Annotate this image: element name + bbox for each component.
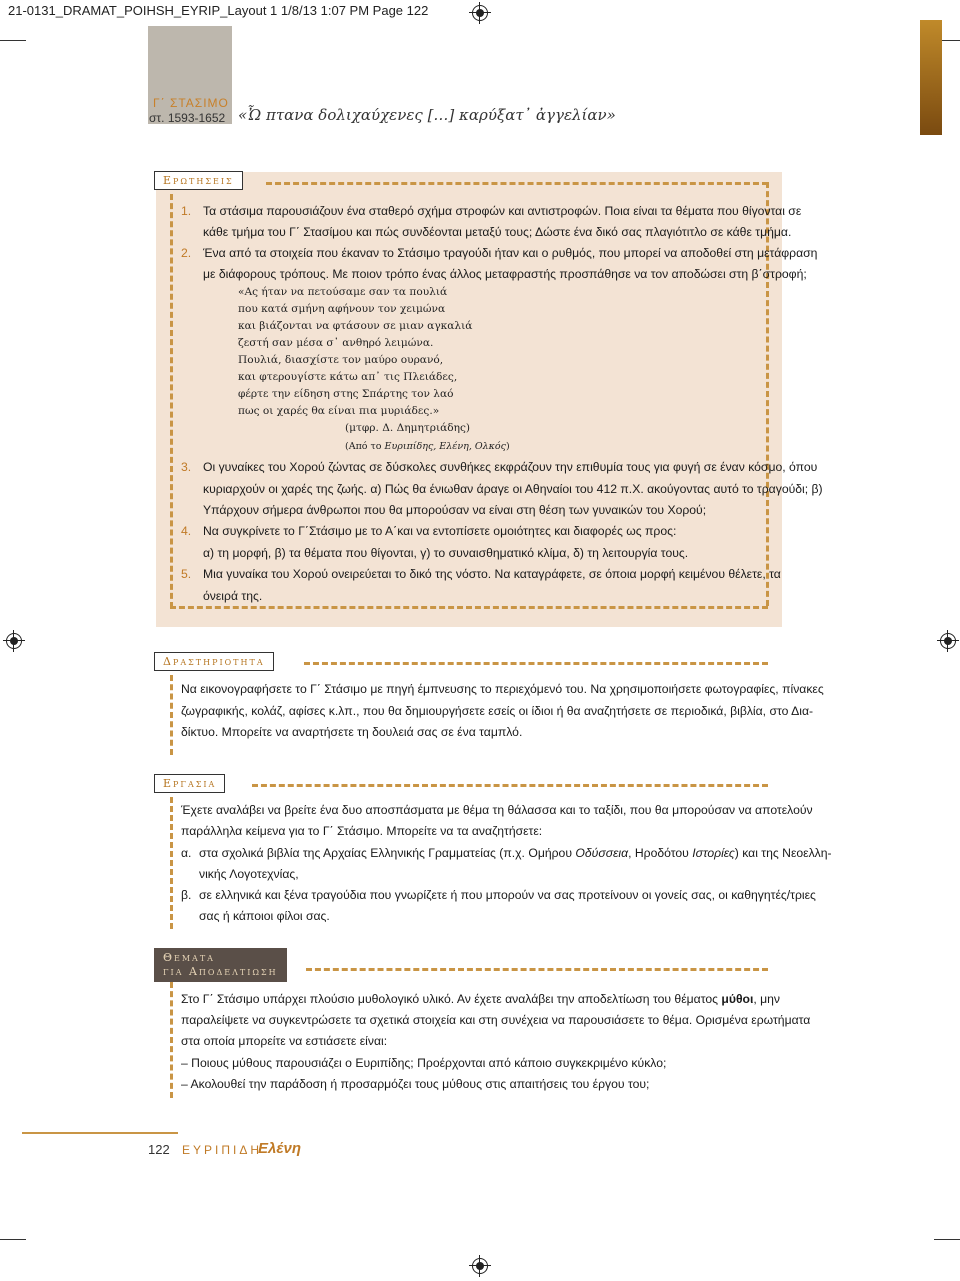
question-text: Τα στάσιμα παρουσιάζουν ένα σταθερό σχήμα στροφών και αντιστροφών. Ποια είναι τα θέματα που θίγονται σε [203, 204, 802, 218]
dashed-border [170, 797, 173, 929]
question-text: Μια γυναίκα του Χορού ονειρεύεται το δικό της νόστο. Να καταγράφετε, σε όποια μορφή κειμένου θέλετε, τα [203, 567, 781, 581]
question-number: 4. [181, 524, 192, 538]
poem-line: ζεστή σαν μέσα σ᾽ ανθηρό λειμώνα. [238, 337, 434, 349]
question-text: Ένα από τα στοιχεία που έκαναν το Στάσιμο τραγούδι ήταν και ο ρυθμός, που μπορεί να αποδοθεί στη μετάφραση [203, 246, 818, 260]
crop-mark [0, 40, 26, 41]
topics-text: παραλείψετε να συγκεντρώσετε τα σχετικά στοιχεία και στη συνέχεια να παρουσιάσετε το θέμα. Ορισμένα ερωτήματα [181, 1013, 811, 1027]
question-text: Υπάρχουν σήμερα άνθρωποι που θα μπορούσαν να είναι στη θέση των γυναικών του Χορού; [203, 503, 707, 517]
topics-text: στα οποία μπορείτε να εστιάσετε είναι: [181, 1034, 388, 1048]
registration-mark-icon [6, 633, 22, 649]
topics-text: Στο Γ΄ Στάσιμο υπάρχει πλούσιο μυθολογικό υλικό. Αν έχετε αναλάβει την αποδελτίωση του θέματος μύθοι, μην [181, 992, 781, 1006]
section-lines: στ. 1593-1652 [149, 111, 226, 125]
activity-text: Να εικονογραφήσετε το Γ΄ Στάσιμο με πηγή έμπνευσης το περιεχόμενό του. Να χρησιμοποιήσετε φωτογραφίες, πίνακες [181, 682, 824, 696]
work-item-marker: α. [181, 846, 192, 860]
question-text: κάθε τμήμα του Γ΄ Στασίμου και πώς συνδέονται μεταξύ τους; Δώστε ένα δικό σας πλαγιότιτλο σε κάθε τμήμα. [203, 225, 792, 239]
work-label: Εργασια [154, 774, 225, 793]
work-item-b: σε ελληνικά και ξένα τραγούδια που γνωρίζετε ή που μπορούν να σας προτείνουν οι γονείς σας, οι καθηγητές/τριες [199, 888, 816, 902]
poem-line: και βιάζονται να φτάσουν σε μιαν αγκαλιά [238, 320, 473, 332]
work-text: παράλληλα κείμενα για το Γ΄ Στάσιμο. Μπορείτε να τα αναζητήσετε: [181, 824, 543, 838]
topics-bullet: – Ακολουθεί την παράδοση ή προσαρμόζει τους μύθους στις απαιτήσεις του έργου του; [181, 1077, 650, 1091]
work-item-a-cont: νικής Λογοτεχνίας, [199, 867, 299, 881]
footer-author: ΕΥΡΙΠΙΔΗ [182, 1143, 263, 1157]
poem-line: «Ας ήταν να πετούσαμε σαν τα πουλιά [238, 286, 448, 298]
activity-text: ζωγραφικής, κολάζ, αφίσες κ.λπ., που θα δημιουργήσετε εσείς οι ίδιοι ή θα αναζητήσετε σε περιοδικά, βιβλία, στο Δια- [181, 704, 814, 718]
registration-mark-icon [472, 1258, 488, 1274]
question-text: Να συγκρίνετε το Γ΄Στάσιμο με το Α΄και να εντοπίσετε ομοιότητες και διαφορές ως προς: [203, 524, 677, 538]
work-item-b-cont: σας ή κάποιοι φίλοι σας. [199, 909, 330, 923]
topics-bullet: – Ποιους μύθους παρουσιάζει ο Ευριπίδης; Προέρχονται από κάποιο συγκεκριμένο κύκλο; [181, 1056, 667, 1070]
work-item-marker: β. [181, 888, 192, 902]
poem-credit: (μτφρ. Δ. Δημητριάδης) [345, 422, 471, 434]
question-text: Οι γυναίκες του Χορού ζώντας σε δύσκολες συνθήκες εκφράζουν την επιθυμία τους για φυγή σε έναν κόσμο, όπου [203, 460, 818, 474]
activity-text: δίκτυο. Μπορείτε να αναρτήσετε τη δουλειά σας σε ένα ταμπλό. [181, 725, 523, 739]
poem-line: που κατά σμήνη αφήνουν τον χειμώνα [238, 303, 446, 315]
section-title: Γ΄ ΣΤΑΣΙΜΟ [153, 96, 229, 110]
crop-mark [934, 1239, 960, 1240]
dashed-border [304, 662, 768, 665]
dashed-border [252, 784, 768, 787]
registration-mark-icon [472, 5, 488, 21]
print-slug: 21-0131_DRAMAT_POIHSH_EYRIP_Layout 1 1/8/13 1:07 PM Page 122 [8, 3, 429, 18]
question-number: 5. [181, 567, 192, 581]
question-text: όνειρά της. [203, 589, 263, 603]
question-number: 2. [181, 246, 192, 260]
question-number: 3. [181, 460, 192, 474]
poem-line: Πουλιά, διασχίστε τον μαύρο ουρανό, [238, 354, 444, 366]
questions-label: Ερωτησεισ [154, 171, 243, 190]
crop-mark [0, 1239, 26, 1240]
header-quote: «Ὦ πτανα δολιχαύχενες […] καρύξατ᾽ ἀγγελίαν» [238, 106, 616, 124]
work-text: Έχετε αναλάβει να βρείτε ένα δυο αποσπάσματα με θέμα τη θάλασσα και το ταξίδι, που θα μπορούσαν να αποτελούν [181, 803, 813, 817]
topics-label: Θεματα για Αποδελτιωση [154, 948, 287, 982]
question-text: με διάφορους τρόπους. Με ποιον τρόπο ένας άλλος μεταφραστής προσπάθησε να τον αποδώσει στη β΄στροφή; [203, 267, 807, 281]
dashed-border [170, 982, 173, 1098]
poem-line: φέρτε την είδηση στης Σπάρτης τον λαό [238, 388, 454, 400]
question-number: 1. [181, 204, 192, 218]
footer-rule [22, 1132, 178, 1134]
page-number: 122 [148, 1142, 170, 1157]
edge-decoration [920, 20, 942, 135]
dashed-border [306, 968, 768, 971]
dashed-border [170, 194, 173, 608]
poem-source: (Από το Ευριπίδης, Ελένη, Ολκός) [345, 441, 510, 452]
question-text: κυριαρχούν οι χαρές της ζωής. α) Πώς θα ένιωθαν άραγε οι Αθηναίοι του 412 π.Χ. ακούγοντας αυτό το τραγούδι; β) [203, 482, 823, 496]
dashed-border [266, 182, 768, 185]
footer-work: Ελένη [258, 1140, 302, 1157]
poem-line: και φτερουγίστε κάτω απ᾽ τις Πλειάδες, [238, 371, 458, 383]
dashed-border [170, 675, 173, 755]
question-text: α) τη μορφή, β) τα θέματα που θίγονται, γ) το συναισθηματικό κλίμα, δ) τη λειτουργία τους. [203, 546, 689, 560]
registration-mark-icon [940, 633, 956, 649]
work-item-a: στα σχολικά βιβλία της Αρχαίας Ελληνικής Γραμματείας (π.χ. Ομήρου Οδύσσεια, Ηροδότου Ιστορίες) και της Νεοελλη- [199, 846, 832, 860]
poem-line: πως οι χαρές θα είναι πια μυριάδες.» [238, 405, 440, 417]
activity-label: Δραστηριοτητα [154, 652, 274, 671]
